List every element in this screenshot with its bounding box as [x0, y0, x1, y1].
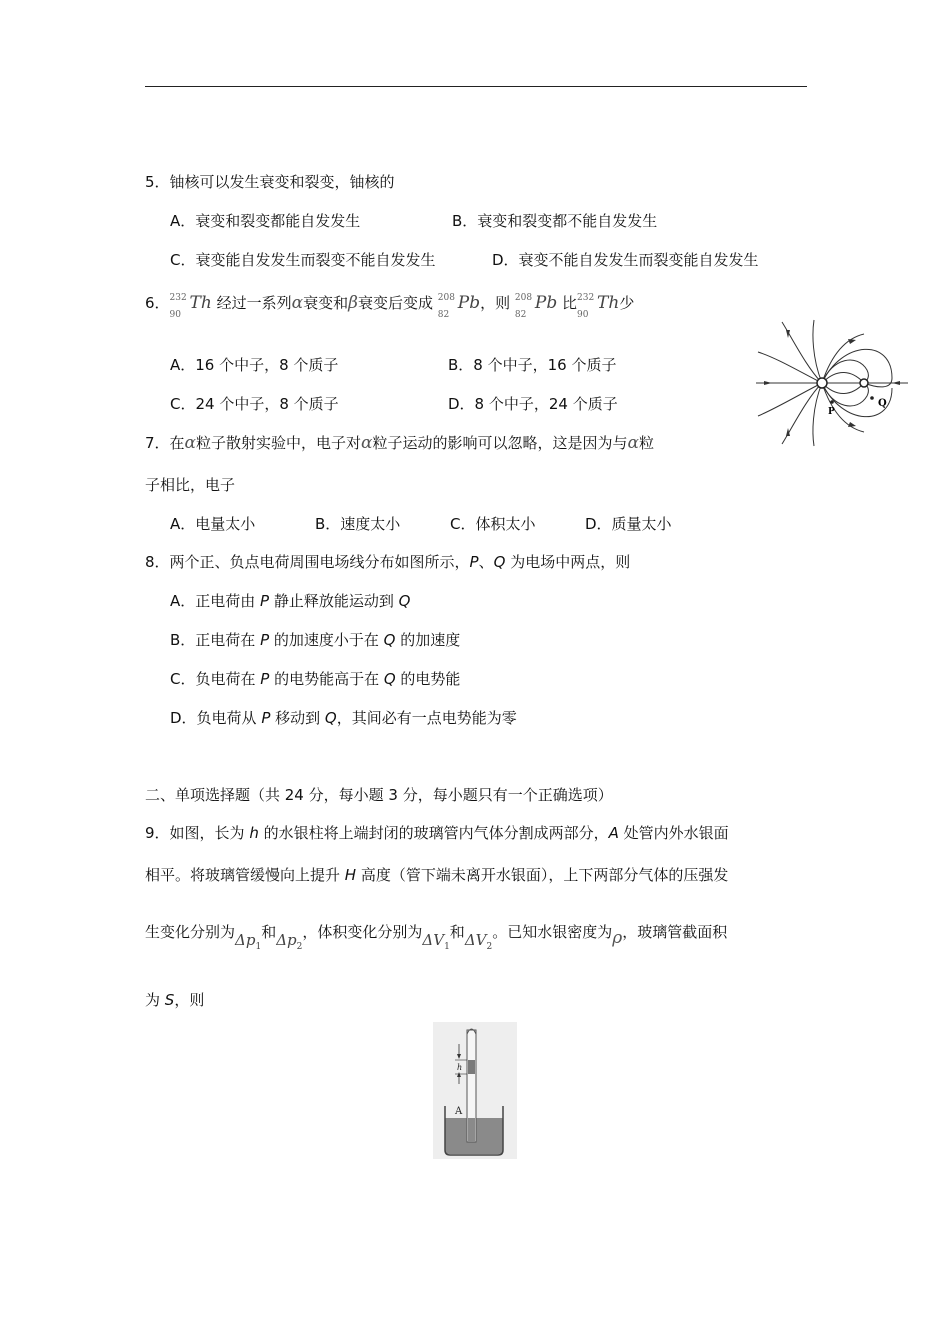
q5-option-b: B．衰变和裂变都不能自发发生: [452, 212, 658, 230]
q7-option-a: A．电量太小: [170, 515, 256, 533]
q7-stem-line2: 子相比，电子: [145, 476, 236, 494]
q8-option-c: C．负电荷在 P 的电势能高于在 Q 的电势能: [170, 670, 461, 688]
delta-v1: $\Delta V_1$: [422, 931, 450, 952]
q7-stem: 7．在α粒子散射实验中，电子对α粒子运动的影响可以忽略，这是因为与α粒: [145, 433, 655, 453]
positive-charge: [817, 378, 827, 388]
negative-charge: [860, 379, 868, 387]
q8-option-a: A．正电荷由 P 静止释放能运动到 Q: [170, 592, 411, 610]
q6-option-b: B．8 个中子，16 个质子: [448, 356, 617, 374]
electric-field-figure: [752, 318, 912, 448]
q9-stem-line2: 相平。将玻璃管缓慢向上提升 H 高度（管下端未离开水银面），上下两部分气体的压强发: [145, 866, 729, 884]
q6-stem: 6． 232 90 Th 经过一系列α衰变和β衰变后变成 208 82 Pb，则 208 82 Pb 比 232 90 Th少: [145, 290, 634, 318]
q8-option-d: D．负电荷从 P 移动到 Q，其间必有一点电势能为零: [170, 709, 517, 727]
delta-p1: $\Delta p_1$: [235, 931, 262, 952]
q8-option-b: B．正电荷在 P 的加速度小于在 Q 的加速度: [170, 631, 461, 649]
q5-option-c: C．衰变能自发发生而裂变不能自发发生: [170, 251, 436, 269]
th-isotope: 232 90: [169, 293, 187, 320]
q5-stem: 5．铀核可以发生衰变和裂变，铀核的: [145, 173, 395, 191]
q5-option-a: A．衰变和裂变都能自发发生: [170, 212, 361, 230]
q5-option-d: D．衰变不能自发发生而裂变能自发发生: [492, 251, 759, 269]
q7-option-b: B．速度太小: [315, 515, 401, 533]
section2-title: 二、单项选择题（共 24 分，每小题 3 分，每小题只有一个正确选项）: [145, 786, 613, 804]
q6-option-c: C．24 个中子，8 个质子: [170, 395, 339, 413]
pb-isotope-2: 208 82: [514, 293, 533, 320]
q7-option-c: C．体积太小: [450, 515, 536, 533]
delta-p2: $\Delta p_2$: [276, 931, 303, 952]
mercury-tube-figure: [433, 1022, 517, 1159]
delta-v2: $\Delta V_2$: [464, 931, 493, 952]
th-isotope-2: 232 90: [577, 293, 595, 320]
q8-stem: 8．两个正、负点电荷周围电场线分布如图所示，P、Q 为电场中两点，则: [145, 553, 631, 571]
pb-isotope: 208 82: [437, 293, 455, 320]
header-rule: [145, 86, 807, 87]
q6-option-a: A．16 个中子，8 个质子: [170, 356, 339, 374]
fig-label-p: P: [828, 407, 835, 417]
fig-label-a: A: [455, 1106, 463, 1117]
q9-stem-line1: 9．如图，长为 h 的水银柱将上端封闭的玻璃管内气体分割成两部分，A 处管内外水银面: [145, 824, 729, 842]
fig-label-h: h: [457, 1063, 463, 1072]
q9-stem-line4: 为 S，则: [145, 991, 205, 1009]
q7-option-d: D．质量太小: [585, 515, 672, 533]
q6-option-d: D．8 个中子，24 个质子: [448, 395, 618, 413]
fig-label-q: Q: [878, 398, 887, 409]
q9-stem-line3: 生变化分别为$\Delta p_1$和$\Delta p_2$，体积变化分别为$\Delta V_1$和$\Delta V_2$。已知水银密度为ρ，玻璃管截面积: [145, 923, 728, 952]
